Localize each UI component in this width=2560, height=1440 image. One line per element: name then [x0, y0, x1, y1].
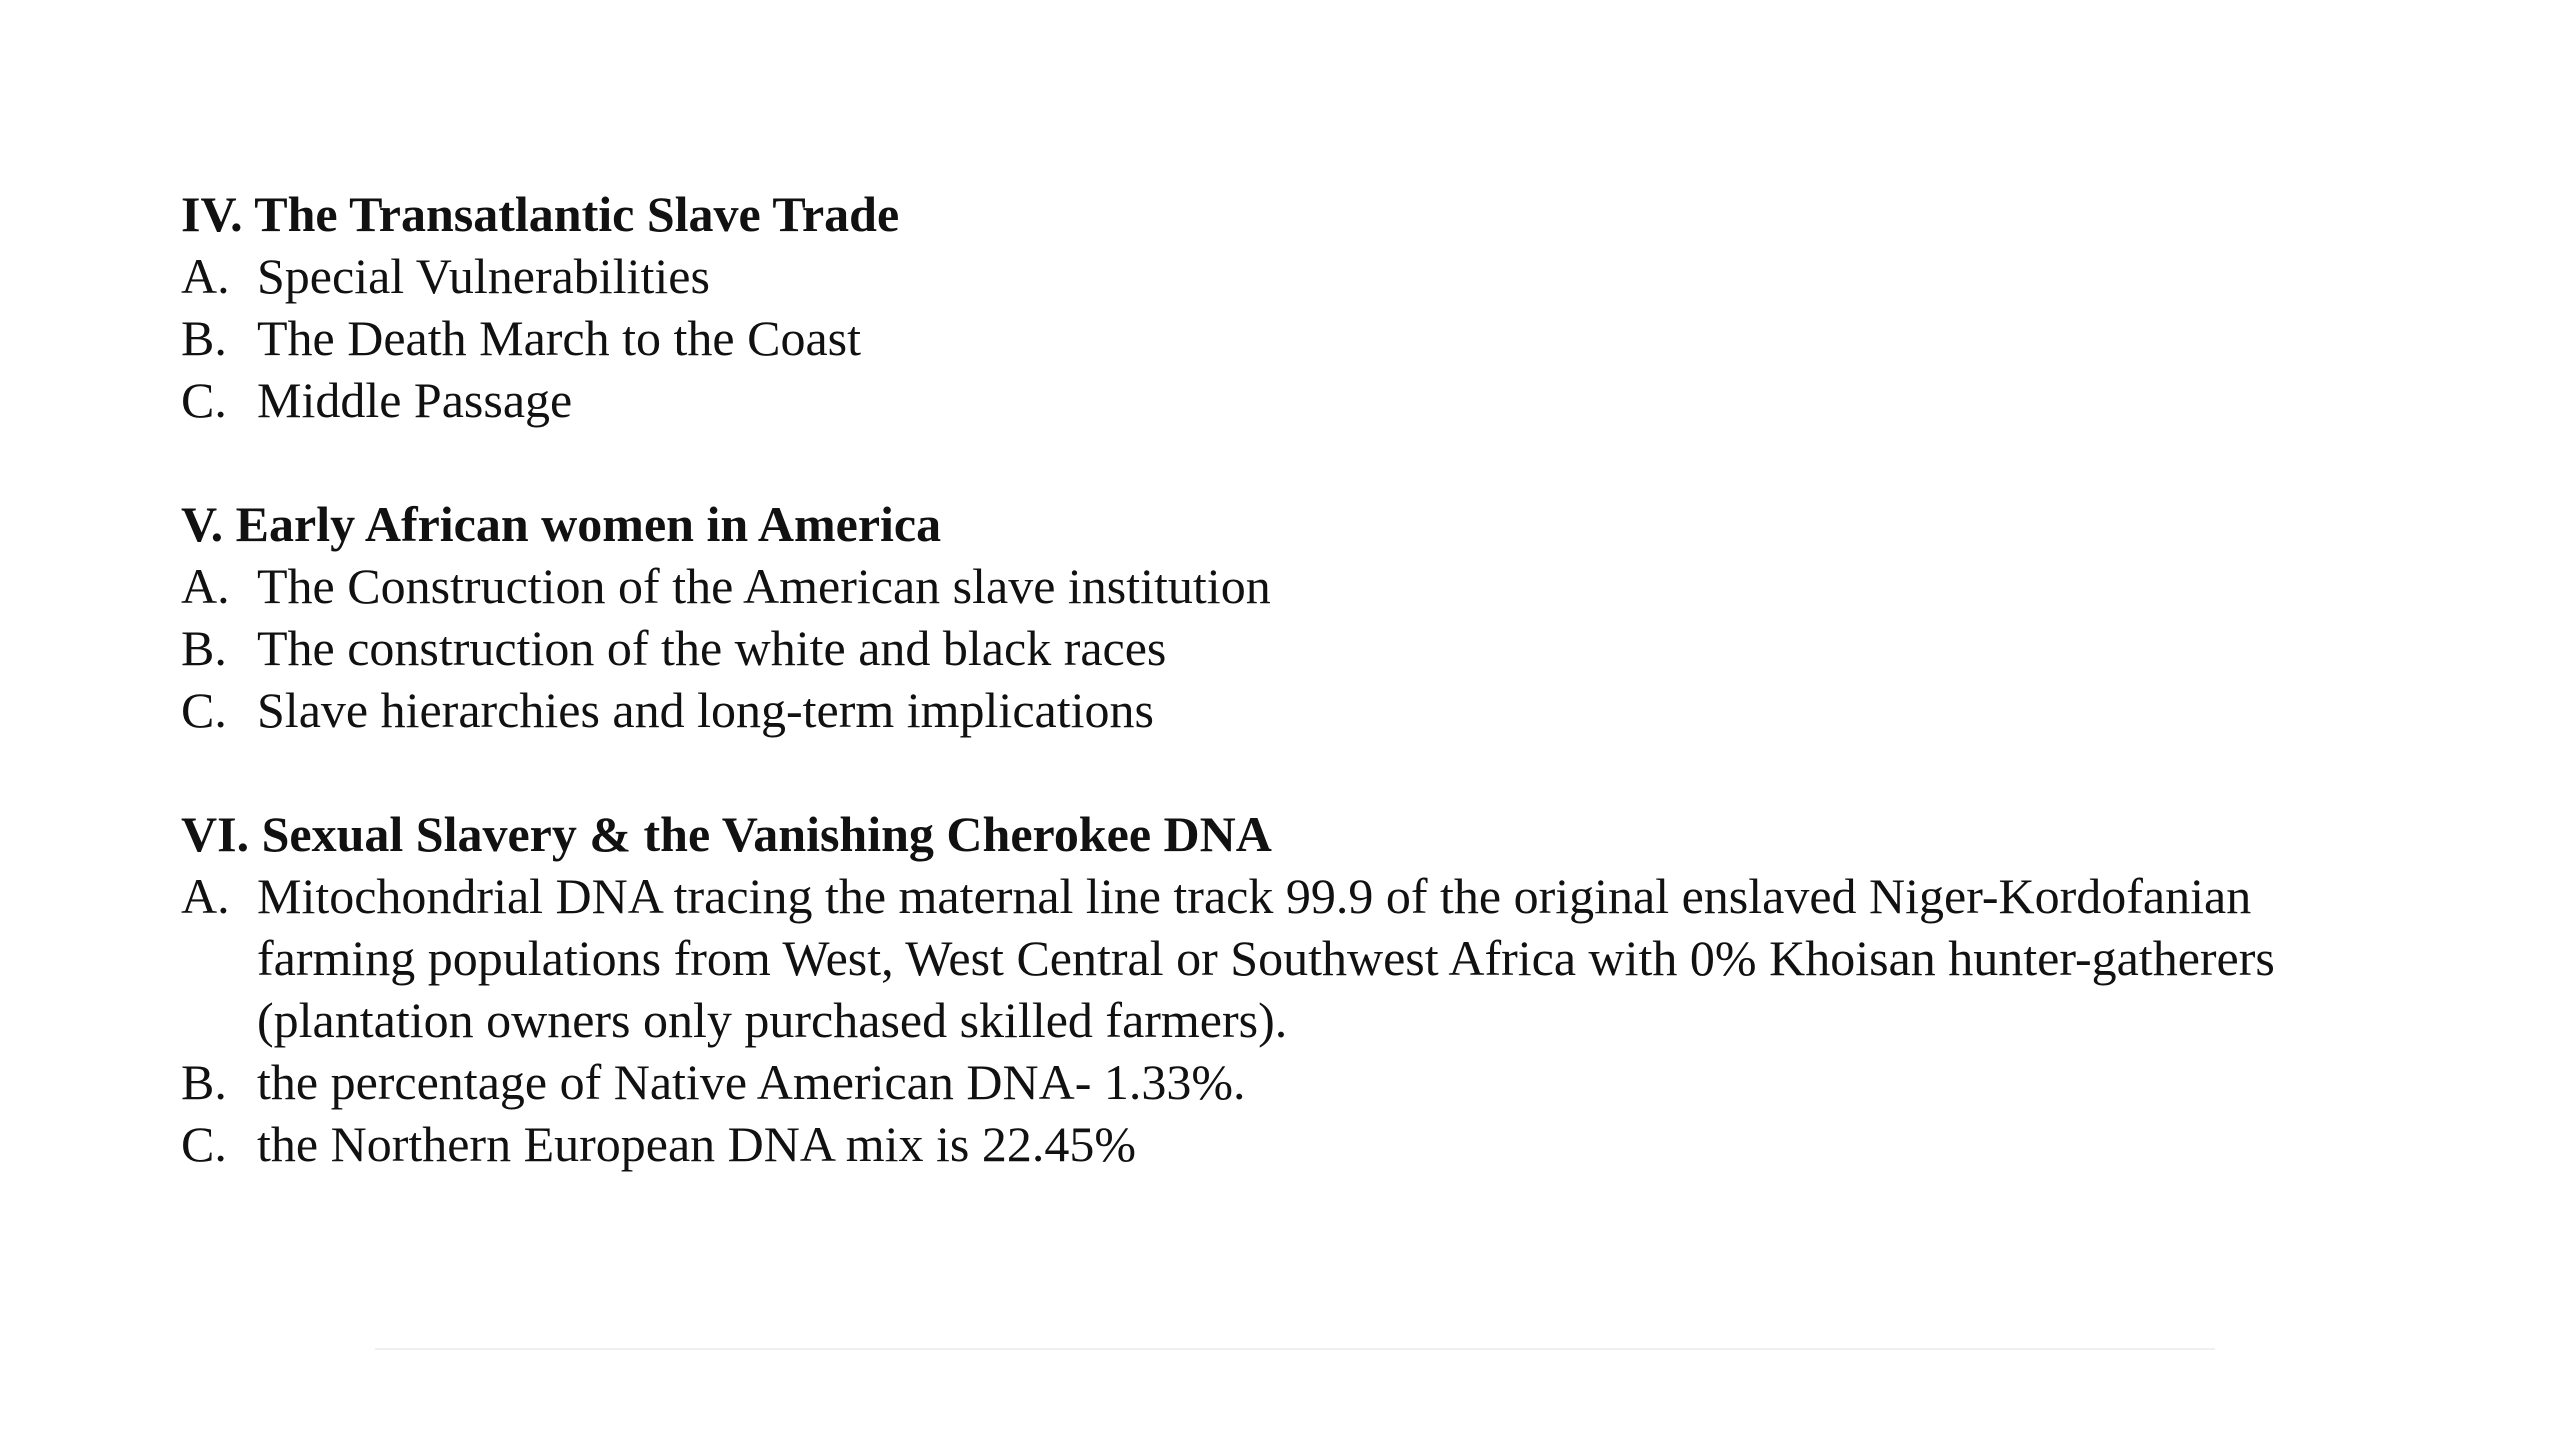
list-item — [181, 1051, 2361, 1113]
list-item-text: The Construction of the American slave institution — [257, 558, 1271, 614]
list-item — [181, 369, 2361, 431]
list-item-text: Special Vulnerabilities — [257, 248, 710, 304]
list-item-text: Middle Passage — [257, 372, 573, 428]
list-item — [181, 245, 2361, 307]
list-marker: A. — [181, 558, 230, 614]
list-item — [181, 1113, 2361, 1175]
list-marker: C. — [181, 1116, 227, 1172]
list-marker: C. — [181, 682, 227, 738]
list-marker: C. — [181, 372, 227, 428]
list-item — [181, 617, 2361, 679]
section-sexual-slavery-dna — [181, 803, 2361, 1175]
list-marker: A. — [181, 868, 230, 924]
list-marker: B. — [181, 1054, 227, 1110]
section-heading: V. Early African women in America — [181, 496, 942, 552]
list-item-text: The Death March to the Coast — [257, 310, 861, 366]
list-item-text: the percentage of Native American DNA- 1.33%. — [257, 1054, 1246, 1110]
section-early-african-women — [181, 493, 2361, 741]
list-item-text: Mitochondrial DNA tracing the maternal line track 99.9 of the original enslaved Niger-Kordofanian farming populations from West, West Central or Southwest Africa with 0% Khoisan hunter-gatherers (plantation owners only purchased skilled farmers). — [257, 868, 2275, 1048]
list-item — [181, 865, 2361, 1051]
section-heading: VI. Sexual Slavery & the Vanishing Cherokee DNA — [181, 806, 1272, 862]
section-transatlantic-slave-trade — [181, 183, 2361, 431]
list-item — [181, 679, 2361, 741]
list-item — [181, 307, 2361, 369]
document-body — [181, 183, 2361, 1175]
list-marker: B. — [181, 310, 227, 366]
list-item-text: Slave hierarchies and long-term implications — [257, 682, 1154, 738]
section-heading: IV. The Transatlantic Slave Trade — [181, 186, 900, 242]
list-marker: A. — [181, 248, 230, 304]
list-item-text: The construction of the white and black races — [257, 620, 1167, 676]
list-marker: B. — [181, 620, 227, 676]
list-item — [181, 555, 2361, 617]
divider — [375, 1348, 2215, 1350]
list-item-text: the Northern European DNA mix is 22.45% — [257, 1116, 1137, 1172]
